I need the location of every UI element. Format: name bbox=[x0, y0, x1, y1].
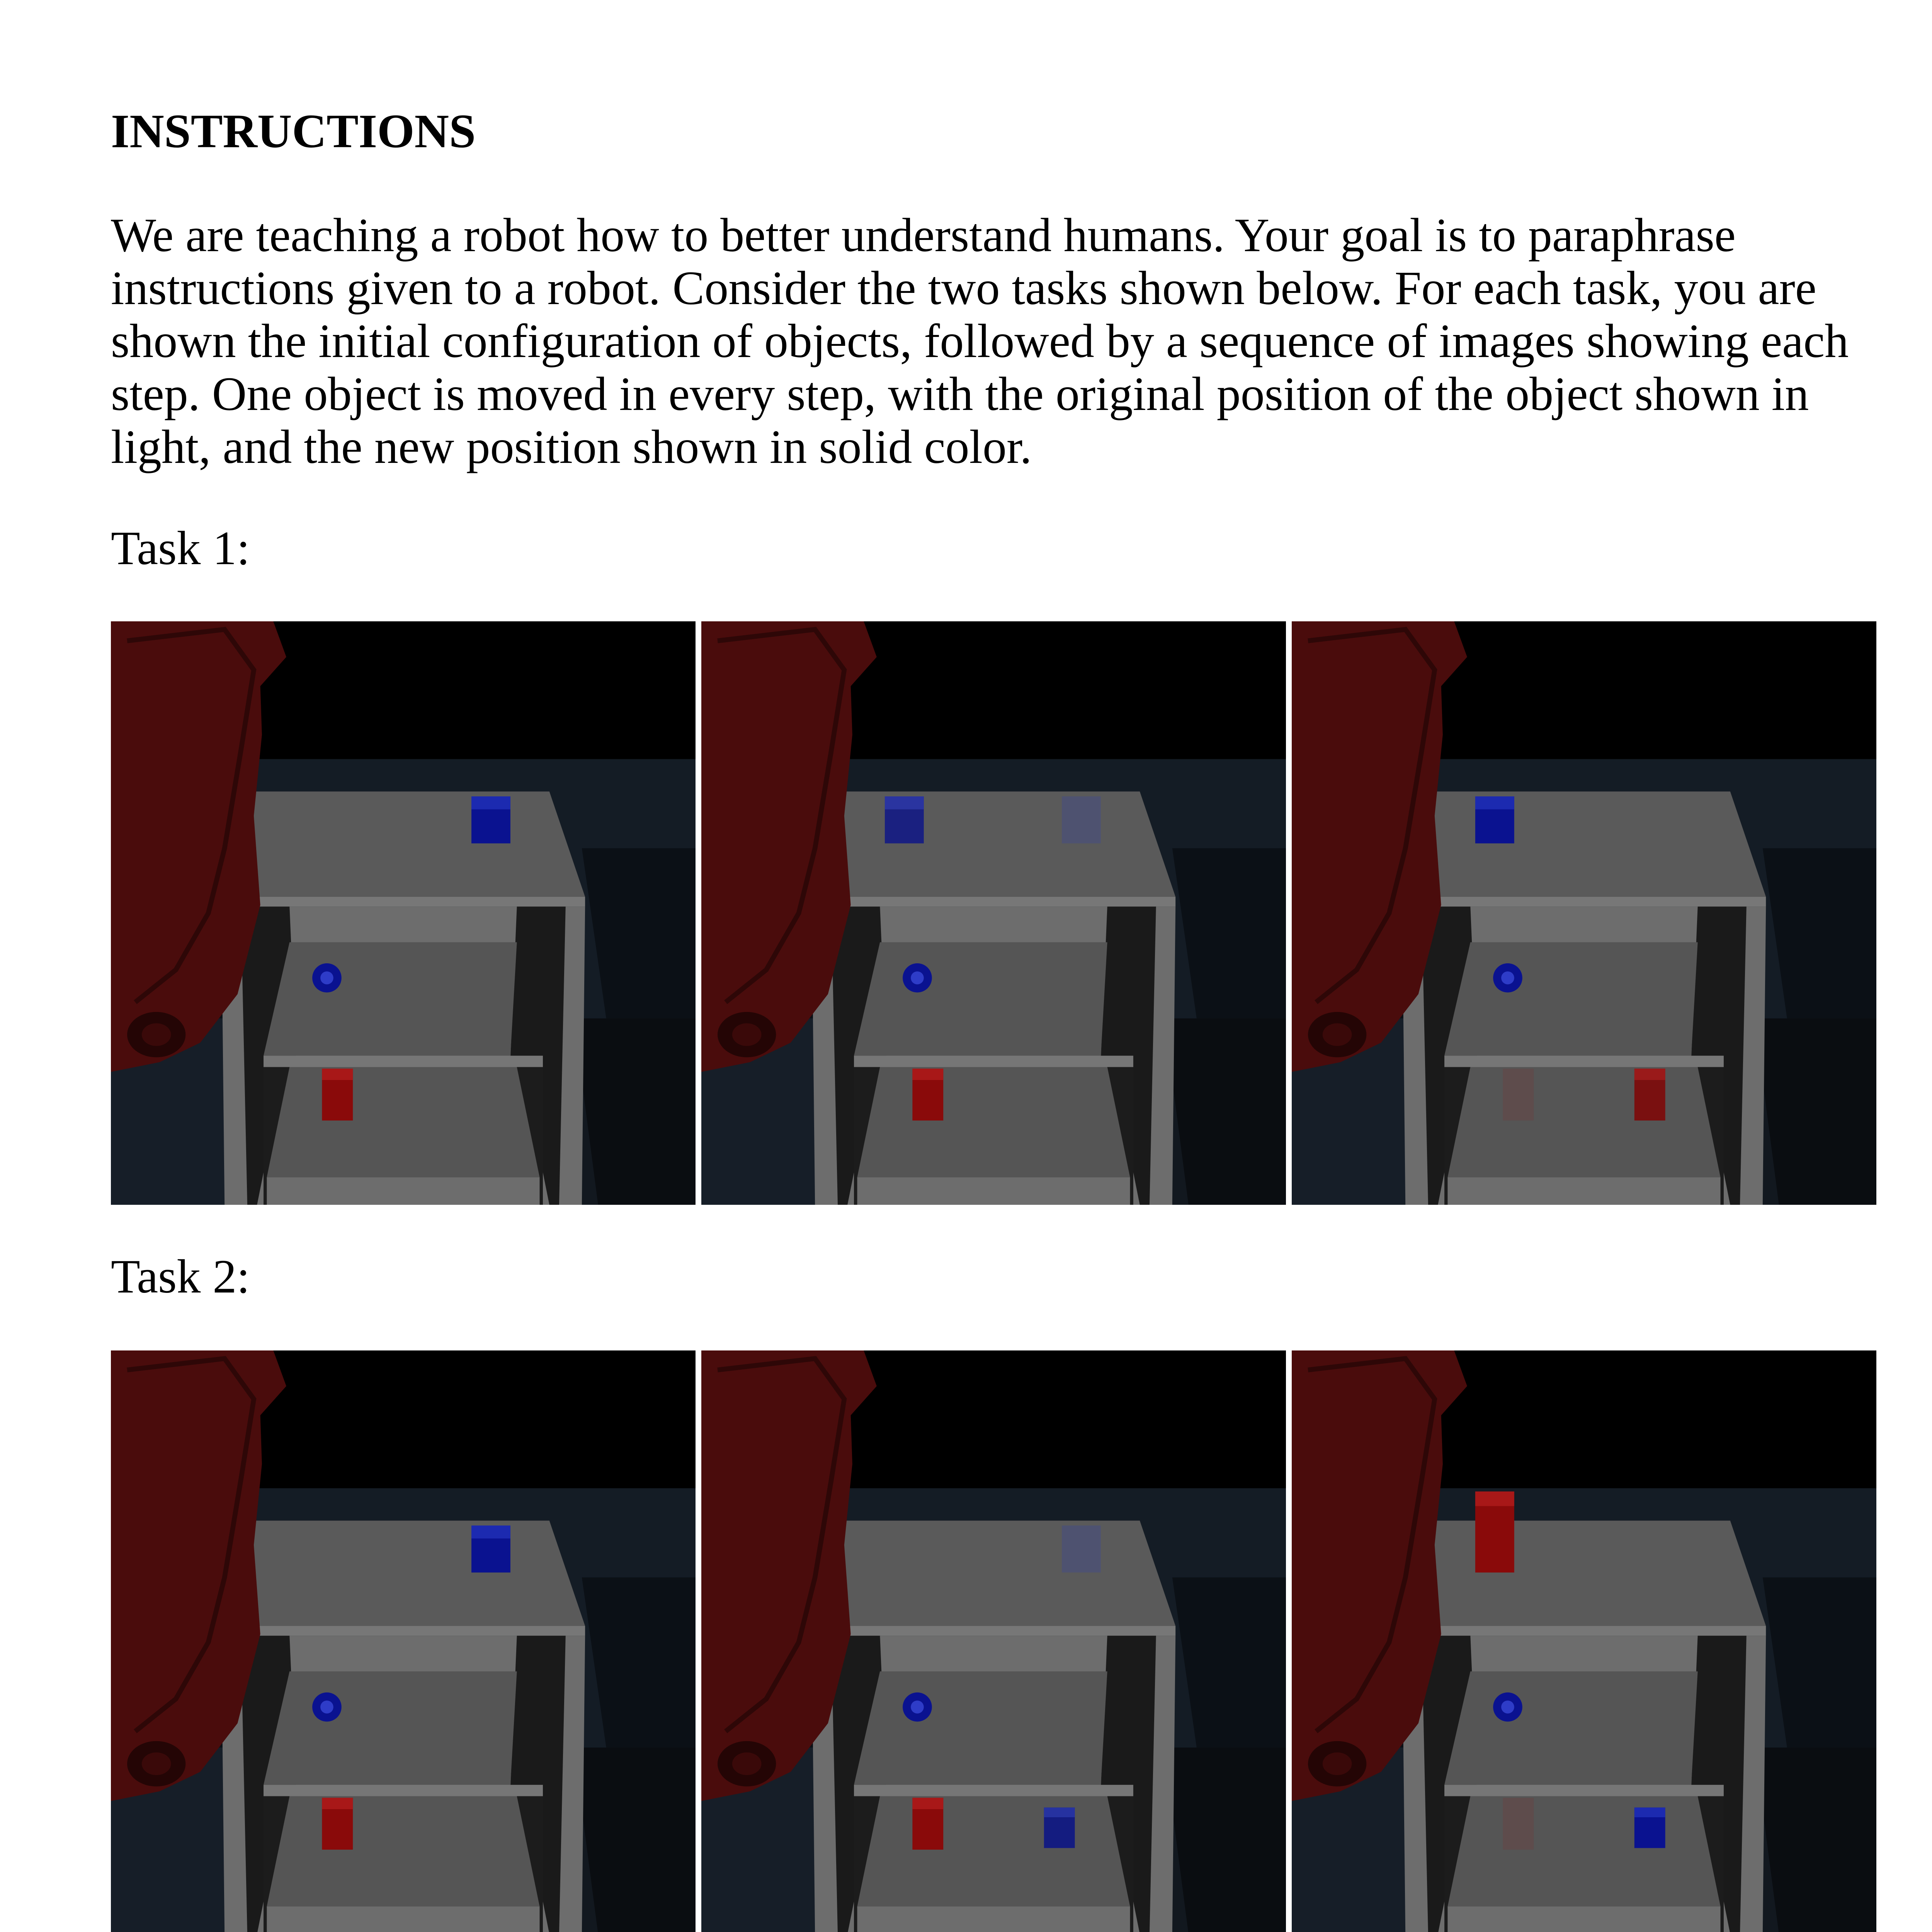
task-1-frame-initial bbox=[111, 621, 696, 1205]
scene-render bbox=[701, 621, 1286, 1205]
page-heading: INSTRUCTIONS bbox=[111, 105, 476, 158]
scene-render bbox=[1292, 621, 1876, 1205]
task-2-frame-step-1 bbox=[701, 1350, 1286, 1932]
task-2-label: Task 2: bbox=[111, 1250, 250, 1303]
scene-render bbox=[111, 621, 696, 1205]
task-2-frame-step-2 bbox=[1292, 1350, 1876, 1932]
task-2-image-strip bbox=[111, 1350, 1877, 1932]
task-1-frame-step-2 bbox=[1292, 621, 1876, 1205]
task-1-image-strip bbox=[111, 621, 1877, 1205]
scene-render bbox=[111, 1350, 696, 1932]
task-1-label: Task 1: bbox=[111, 522, 250, 575]
scene-render bbox=[1292, 1350, 1876, 1932]
task-1-frame-step-1 bbox=[701, 621, 1286, 1205]
task-2-frame-initial bbox=[111, 1350, 696, 1932]
scene-render bbox=[701, 1350, 1286, 1932]
intro-paragraph: We are teaching a robot how to better understand humans. Your goal is to paraphrase instructions given to a robot. Consider the two tasks shown below. For each task, you are shown the initial configuration of objects, followed by a sequence of images showing each step. One object is moved in every step, with the original position of the object shown in light, and the new position shown in solid color. bbox=[111, 209, 1849, 473]
